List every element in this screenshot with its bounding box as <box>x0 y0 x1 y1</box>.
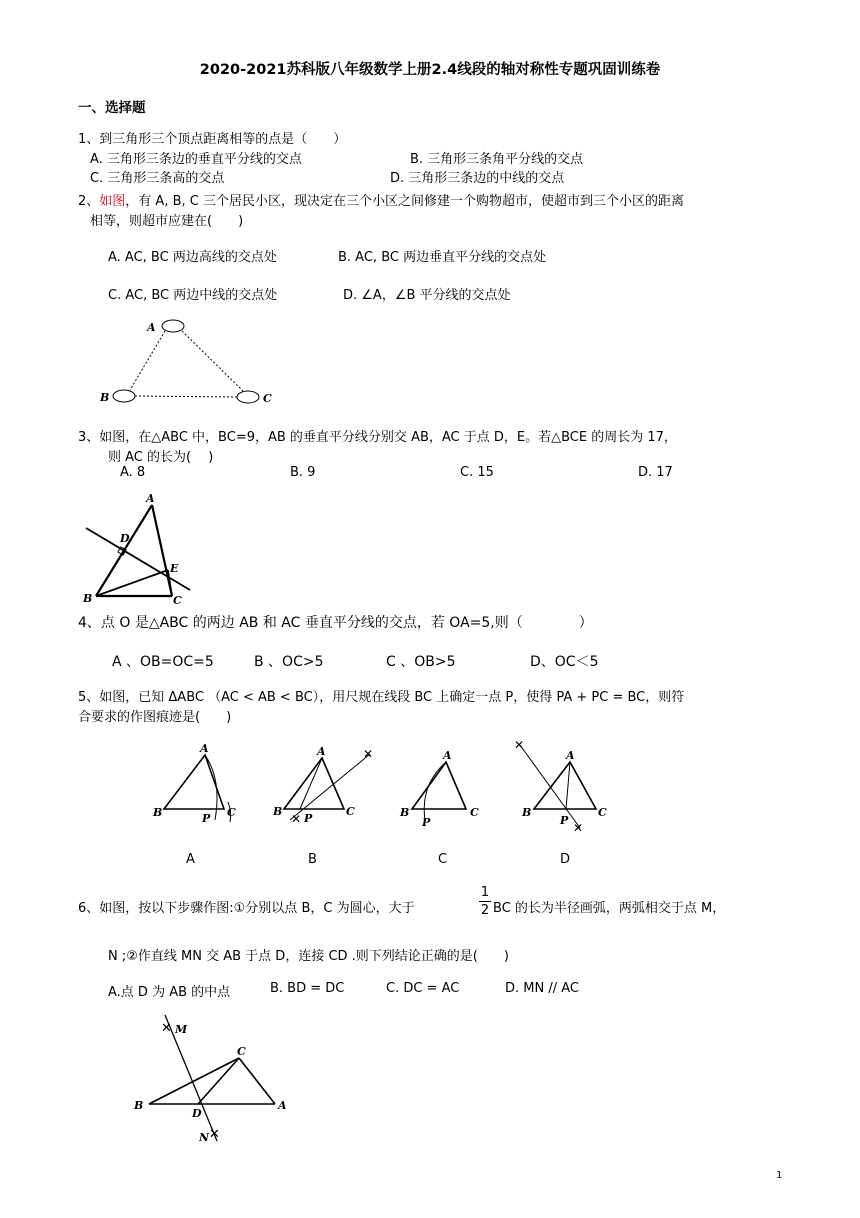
q5-label-d: D <box>560 852 571 867</box>
q5-figures <box>150 740 620 835</box>
q1-stem: 1、到三角形三个顶点距离相等的点是（ ） <box>78 132 347 147</box>
svg-text:C: C <box>346 805 355 818</box>
q5-figure-a <box>152 742 236 825</box>
q6-fig-label-d: D <box>192 1107 202 1120</box>
q1-option-a: A. 三角形三条边的垂直平分线的交点 <box>90 152 302 167</box>
q3-fig-label-d: D <box>120 532 130 545</box>
q5-figure-b <box>272 745 373 826</box>
q5-label-b: B <box>308 852 317 867</box>
q1-option-b: B. 三角形三条角平分线的交点 <box>410 152 584 167</box>
svg-text:✕: ✕ <box>363 747 374 761</box>
q5-figure-d <box>514 740 607 835</box>
q3-stem-line2: 则 AC 的长为( ) <box>108 450 214 465</box>
q3-fig-label-e: E <box>170 562 179 575</box>
q6-fig-label-n: N <box>199 1131 210 1144</box>
q6-figure <box>125 1005 295 1150</box>
q2-stem-line1 <box>78 190 684 209</box>
q6-stem-line1b: BC 的长为半径画弧，两弧相交于点 M， <box>493 901 726 916</box>
q2-fig-label-b: B <box>100 391 110 404</box>
q2-fig-label-a: A <box>147 321 156 334</box>
q6-fraction-numerator: 1 <box>480 885 490 900</box>
svg-text:C: C <box>227 806 236 819</box>
q5-stem-line1: 5、如图，已知 ΔABC （AC < AB < BC），用尺规在线段 BC 上确定一点 P，使得 PA + PC = BC，则符 <box>78 690 685 705</box>
svg-text:C: C <box>598 806 607 819</box>
svg-text:P: P <box>202 812 211 825</box>
svg-text:P: P <box>422 816 431 829</box>
q3-option-a: A. 8 <box>120 465 146 480</box>
svg-text:A: A <box>317 745 326 758</box>
q6-option-a: A.点 D 为 AB 的中点 <box>108 985 231 1000</box>
q2-fig-label-c: C <box>263 392 272 405</box>
svg-text:B: B <box>153 806 163 819</box>
q6-stem-line2: N ;②作直线 MN 交 AB 于点 D，连接 CD .则下列结论正确的是( ) <box>108 949 509 964</box>
q6-option-b: B. BD = DC <box>270 981 345 996</box>
q3-option-d: D. 17 <box>638 465 673 480</box>
section-heading: 一、选择题 <box>78 100 146 116</box>
svg-text:C: C <box>470 806 479 819</box>
q2-option-d: D. ∠A，∠B 平分线的交点处 <box>343 288 511 303</box>
q6-fraction <box>479 885 491 918</box>
q3-option-b: B. 9 <box>290 465 316 480</box>
svg-text:A: A <box>200 742 209 755</box>
q1-option-d: D. 三角形三条边的中线的交点 <box>390 171 565 186</box>
q2-number: 2、 <box>78 194 100 209</box>
q3-fig-label-b: B <box>83 592 93 605</box>
q6-option-d: D. MN // AC <box>505 981 579 996</box>
q2-figure-ref: 如图 <box>99 194 126 209</box>
q6-stem-line1a: 6、如图，按以下步骤作图:①分别以点 B，C 为圆心，大于 <box>78 901 415 916</box>
q2-stem-text: ，有 A, B, C 三个居民小区，现决定在三个小区之间修建一个购物超市，使超市到三个小区的距离 <box>125 194 684 209</box>
q2-option-b: B. AC, BC 两边垂直平分线的交点处 <box>338 250 547 265</box>
svg-text:B: B <box>400 806 410 819</box>
q6-fig-label-a: A <box>278 1099 287 1112</box>
document-title: 2020-2021苏科版八年级数学上册2.4线段的轴对称性专题巩固训练卷 <box>199 62 661 78</box>
page-number: 1 <box>776 1170 783 1181</box>
q3-figure <box>80 488 200 608</box>
q6-fig-label-b: B <box>134 1099 144 1112</box>
svg-text:A: A <box>443 749 452 762</box>
svg-text:A: A <box>566 749 575 762</box>
q3-fig-label-c: C <box>173 594 182 607</box>
q2-option-c: C. AC, BC 两边中线的交点处 <box>108 288 278 303</box>
q4-option-d: D、OC＜5 <box>530 654 599 670</box>
q5-label-c: C <box>438 852 448 867</box>
q2-stem-line2: 相等，则超市应建在( ) <box>90 214 244 229</box>
svg-text:✕: ✕ <box>161 1021 172 1036</box>
svg-text:✕: ✕ <box>514 740 525 752</box>
q6-fraction-denominator: 2 <box>480 903 490 918</box>
q6-fig-label-c: C <box>237 1045 246 1058</box>
q5-label-a: A <box>186 852 195 867</box>
svg-text:✕: ✕ <box>291 812 302 826</box>
q4-option-b: B 、OC>5 <box>254 654 324 670</box>
q6-fig-label-m: M <box>175 1023 188 1036</box>
svg-text:P: P <box>304 812 313 825</box>
q6-fraction-bar <box>479 901 491 902</box>
q2-option-a: A. AC, BC 两边高线的交点处 <box>108 250 277 265</box>
q2-figure <box>95 315 285 415</box>
q3-fig-label-a: A <box>146 492 155 505</box>
q4-stem: 4、点 O 是△ABC 的两边 AB 和 AC 垂直平分线的交点，若 OA=5,则（ ） <box>78 615 593 631</box>
q5-stem-line2: 合要求的作图痕迹是( ) <box>78 710 232 725</box>
q4-option-c: C 、OB>5 <box>386 654 456 670</box>
q6-option-c: C. DC = AC <box>386 981 460 996</box>
svg-text:B: B <box>273 805 283 818</box>
q1-option-c: C. 三角形三条高的交点 <box>90 171 225 186</box>
q4-option-a: A 、OB=OC=5 <box>112 654 214 670</box>
svg-text:P: P <box>560 814 569 827</box>
q3-stem-line1: 3、如图，在△ABC 中，BC=9，AB 的垂直平分线分别交 AB，AC 于点 D，E。若△BCE 的周长为 17， <box>78 430 677 445</box>
svg-text:✕: ✕ <box>573 821 584 835</box>
q5-figure-c <box>399 749 479 829</box>
q3-option-c: C. 15 <box>460 465 494 480</box>
svg-text:✕: ✕ <box>209 1127 220 1142</box>
svg-text:B: B <box>522 806 532 819</box>
